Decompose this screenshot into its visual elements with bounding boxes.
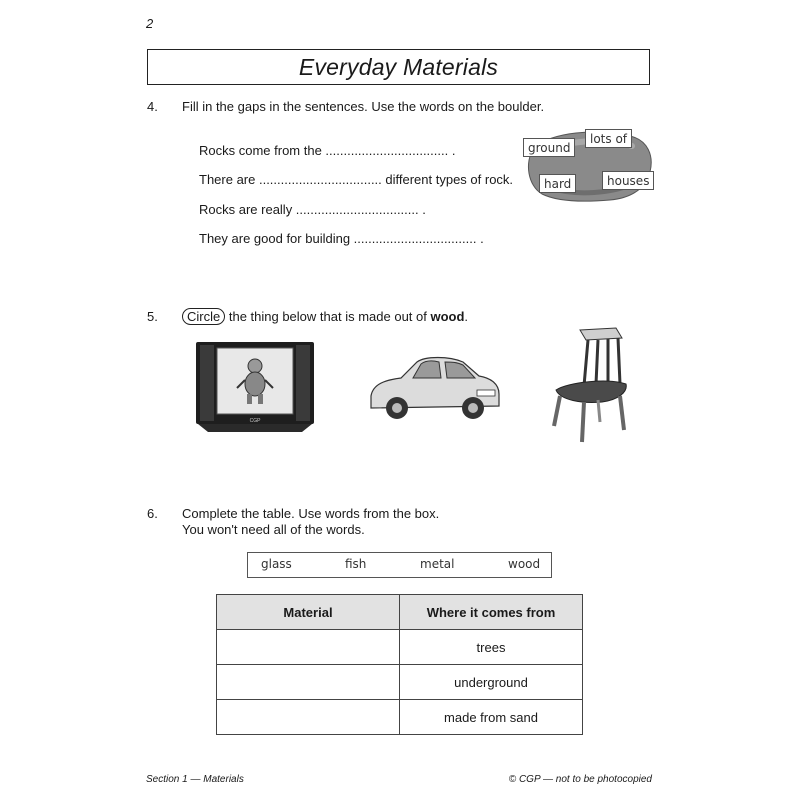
box-word-fish: fish — [345, 557, 367, 571]
q6-instruction-line1: Complete the table. Use words from the box. — [182, 506, 440, 521]
table-row — [217, 630, 583, 665]
source-cell: underground — [400, 665, 583, 700]
boulder-word-ground: ground — [523, 138, 575, 157]
circle-word: Circle — [182, 308, 225, 325]
page-title: Everyday Materials — [298, 54, 499, 80]
page-number: 2 — [146, 16, 154, 31]
car-image[interactable] — [365, 350, 505, 426]
answer-cell[interactable] — [217, 665, 400, 700]
box-word-metal: metal — [420, 557, 455, 571]
q5-text-end: . — [464, 309, 469, 324]
table-header-material: Material — [217, 595, 400, 630]
television-image[interactable] — [190, 340, 320, 438]
source-cell: trees — [400, 630, 583, 665]
boulder-word-houses: houses — [602, 171, 654, 190]
footer-copyright: © CGP — not to be photocopied — [508, 774, 652, 785]
table-header-source: Where it comes from — [400, 595, 583, 630]
chair-image[interactable] — [548, 326, 630, 444]
q5-instruction — [186, 309, 468, 324]
word-box — [247, 552, 552, 578]
box-word-glass: glass — [261, 557, 292, 571]
table-row — [217, 665, 583, 700]
q4-sentence-2: There are .................................. different types of rock. — [199, 172, 514, 187]
q6-instruction-line2: You won't need all of the words. — [182, 522, 365, 537]
q5-bold-word: wood — [430, 309, 465, 324]
q4-sentence-3: Rocks are really .................................. . — [199, 202, 426, 217]
q4-sentence-4: They are good for building .................................. . — [199, 231, 484, 246]
source-cell: made from sand — [400, 700, 583, 735]
q5-text: the thing below that is made out of — [225, 309, 431, 324]
q5-number: 5. — [147, 309, 158, 324]
answer-cell[interactable] — [217, 700, 400, 735]
q4-sentence-1: Rocks come from the .................................. . — [199, 143, 456, 158]
q4-number: 4. — [147, 99, 158, 114]
footer-section: Section 1 — Materials — [146, 774, 244, 785]
table-row — [217, 700, 583, 735]
table-header-row — [217, 595, 583, 630]
materials-table — [216, 594, 583, 735]
q4-instruction: Fill in the gaps in the sentences. Use the words on the boulder. — [182, 99, 545, 114]
boulder-word-hard: hard — [539, 174, 576, 193]
title-box — [147, 49, 650, 85]
q6-number: 6. — [147, 506, 158, 521]
boulder-word-lots-of: lots of — [585, 129, 632, 148]
answer-cell[interactable] — [217, 630, 400, 665]
box-word-wood: wood — [508, 557, 541, 571]
tv-brand-label: CGP — [249, 418, 261, 424]
